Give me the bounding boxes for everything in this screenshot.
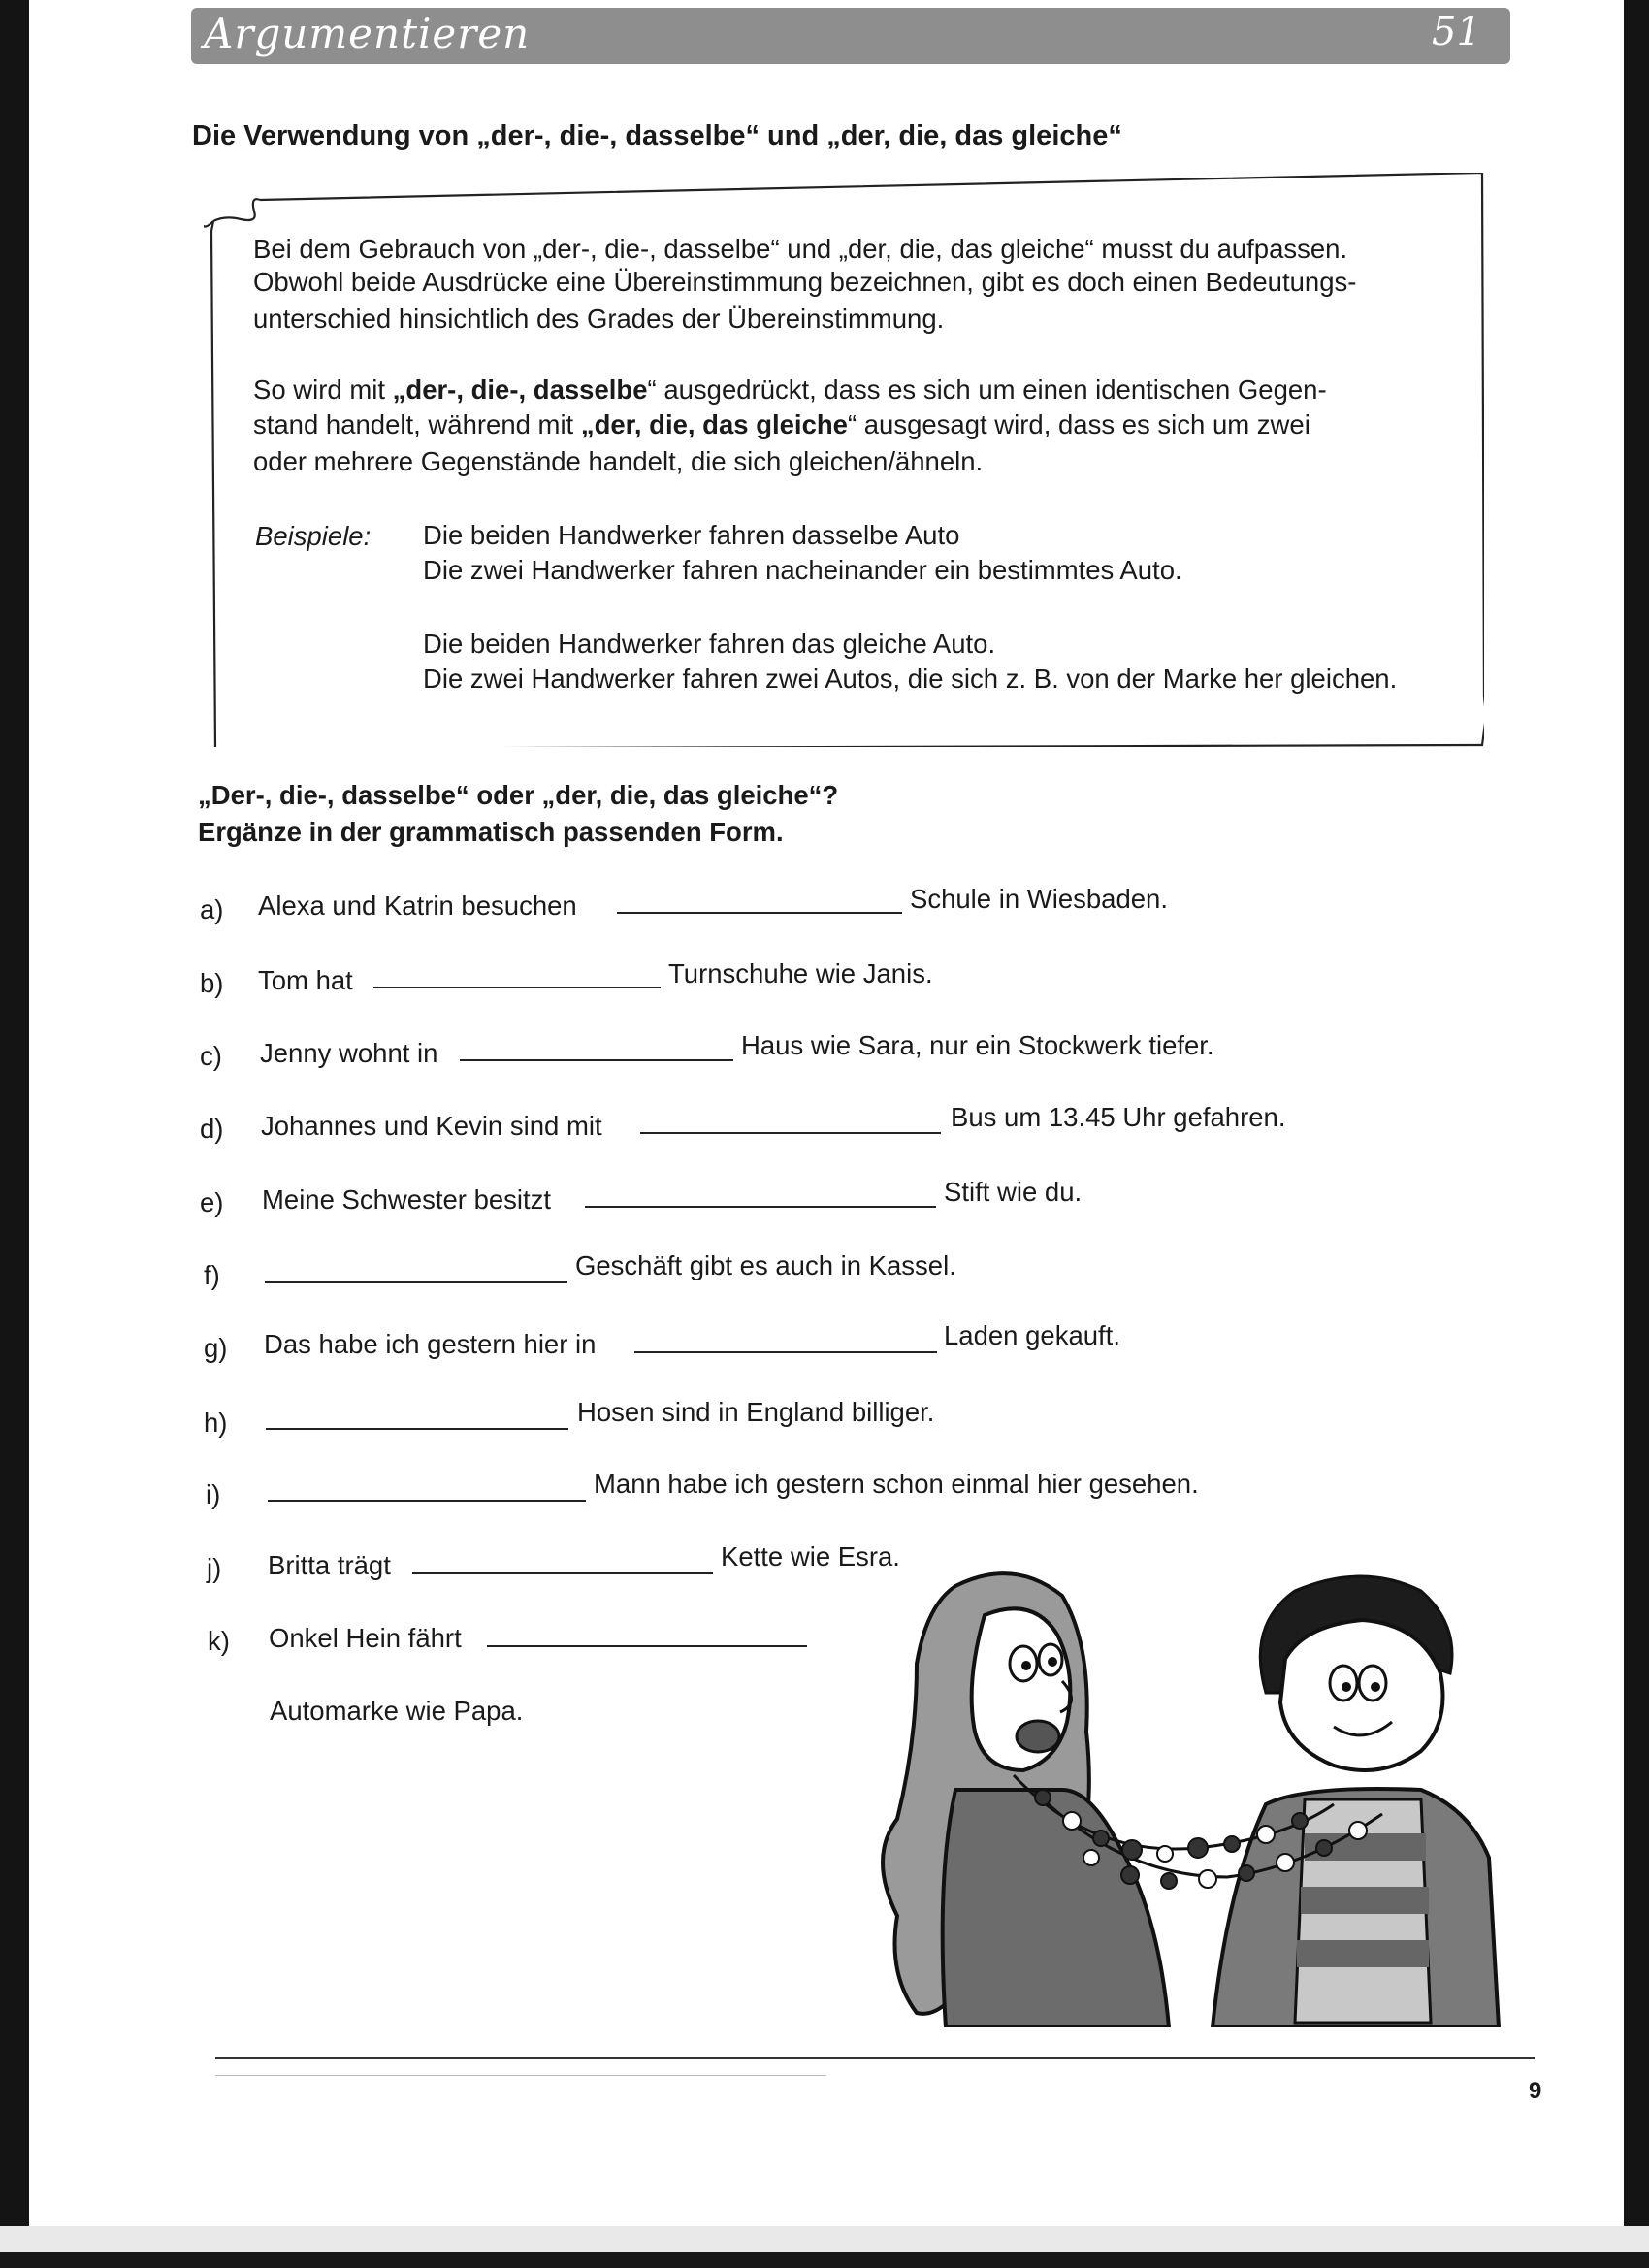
info-p2-l2-pre: stand handelt, während mit <box>253 409 581 439</box>
item-j-letter: j) <box>207 1553 222 1583</box>
item-c-letter: c) <box>200 1041 222 1071</box>
scan-border-right <box>1624 0 1649 2268</box>
scan-border-bottom <box>0 2252 1649 2268</box>
item-b-after: Turnschuhe wie Janis. <box>668 958 933 988</box>
item-d-letter: d) <box>200 1114 224 1144</box>
item-i-after: Mann habe ich gestern schon einmal hier gesehen. <box>594 1469 1199 1499</box>
item-a-before: Alexa und Katrin besuchen <box>258 891 577 921</box>
item-e-before: Meine Schwester besitzt <box>262 1184 552 1215</box>
item-k-blank[interactable] <box>487 1645 807 1647</box>
example-line-3: Die beiden Handwerker fahren das gleiche Auto. <box>423 629 996 659</box>
item-g-before: Das habe ich gestern hier in <box>264 1329 597 1359</box>
scan-border-left <box>0 0 29 2268</box>
header-title: Argumentieren <box>204 10 531 57</box>
item-c-blank[interactable] <box>460 1059 733 1061</box>
item-i-letter: i) <box>206 1479 221 1509</box>
info-paragraph-2-line-3: oder mehrere Gegenstände handelt, die sich gleichen/ähneln. <box>253 446 984 476</box>
task-heading <box>198 777 838 851</box>
item-g-blank[interactable] <box>634 1351 937 1353</box>
page-number: 9 <box>1529 2078 1542 2104</box>
footer-rule-secondary <box>215 2075 826 2076</box>
item-d-before: Johannes und Kevin sind mit <box>261 1111 602 1141</box>
info-p2-l1-pre: So wird mit <box>253 374 393 405</box>
item-g-after: Laden gekauft. <box>944 1320 1120 1350</box>
item-i-blank[interactable] <box>268 1500 586 1502</box>
item-e-after: Stift wie du. <box>944 1177 1083 1207</box>
example-line-2: Die zwei Handwerker fahren nacheinander ein bestimmtes Auto. <box>423 555 1182 585</box>
item-a-blank[interactable] <box>617 912 902 914</box>
info-p2-l1-bold: „der-, die-, dasselbe <box>392 374 648 405</box>
item-c-after: Haus wie Sara, nur ein Stockwerk tiefer. <box>741 1030 1214 1060</box>
item-h-blank[interactable] <box>266 1428 568 1430</box>
item-e-letter: e) <box>200 1187 224 1217</box>
item-k-continuation: Automarke wie Papa. <box>270 1696 524 1726</box>
info-paragraph-1-line-2: Obwohl beide Ausdrücke eine Übereinstimmung bezeichnen, gibt es doch einen Bedeutungs- <box>253 267 1357 297</box>
item-d-after: Bus um 13.45 Uhr gefahren. <box>951 1102 1286 1132</box>
item-d-blank[interactable] <box>640 1132 941 1134</box>
task-heading-line-1: „Der-, die-, dasselbe“ oder „der, die, das gleiche“? <box>198 780 839 810</box>
item-j-blank[interactable] <box>412 1572 713 1574</box>
example-line-4: Die zwei Handwerker fahren zwei Autos, die sich z. B. von der Marke her gleichen. <box>423 664 1398 694</box>
info-paragraph-1-line-1: Bei dem Gebrauch von „der-, die-, dasselbe“ und „der, die, das gleiche“ musst du aufpassen. <box>253 234 1348 264</box>
scan-bottom-strip <box>0 2226 1649 2253</box>
item-f-after: Geschäft gibt es auch in Kassel. <box>575 1250 956 1280</box>
item-k-before: Onkel Hein fährt <box>269 1623 462 1653</box>
item-g-letter: g) <box>204 1333 228 1363</box>
info-p2-l2-post: “ ausgesagt wird, dass es sich um zwei <box>847 409 1310 439</box>
info-paragraph-2-line-2 <box>253 406 1310 443</box>
footer-rule <box>215 2057 1535 2059</box>
item-f-letter: f) <box>204 1260 220 1290</box>
item-f-blank[interactable] <box>265 1281 567 1283</box>
examples-label: Beispiele: <box>255 521 372 551</box>
item-a-after: Schule in Wiesbaden. <box>910 884 1168 914</box>
item-h-after: Hosen sind in England billiger. <box>577 1397 935 1427</box>
item-j-after: Kette wie Esra. <box>721 1541 900 1571</box>
cartoon-illustration <box>878 1567 1518 2027</box>
info-paragraph-1-line-3: unterschied hinsichtlich des Grades der Übereinstimmung. <box>253 304 945 334</box>
item-b-before: Tom hat <box>258 965 353 995</box>
item-k-letter: k) <box>208 1626 230 1656</box>
item-c-before: Jenny wohnt in <box>260 1038 438 1068</box>
info-p2-l1-post: “ ausgedrückt, dass es sich um einen identischen Gegen- <box>647 374 1327 405</box>
example-line-1: Die beiden Handwerker fahren dasselbe Auto <box>423 520 960 550</box>
item-a-letter: a) <box>200 894 224 924</box>
info-paragraph-2-line-1 <box>253 372 1327 408</box>
item-j-before: Britta trägt <box>268 1550 391 1580</box>
item-b-blank[interactable] <box>373 987 661 988</box>
item-e-blank[interactable] <box>585 1206 936 1208</box>
item-b-letter: b) <box>200 968 224 998</box>
task-heading-line-2: Ergänze in der grammatisch passenden Form. <box>198 817 784 847</box>
item-h-letter: h) <box>204 1408 228 1438</box>
info-p2-l2-bold: „der, die, das gleiche <box>580 409 848 439</box>
section-title: Die Verwendung von „der-, die-, dasselbe“ und „der, die, das gleiche“ <box>192 120 1122 151</box>
header-page-badge: 51 <box>1432 10 1481 54</box>
